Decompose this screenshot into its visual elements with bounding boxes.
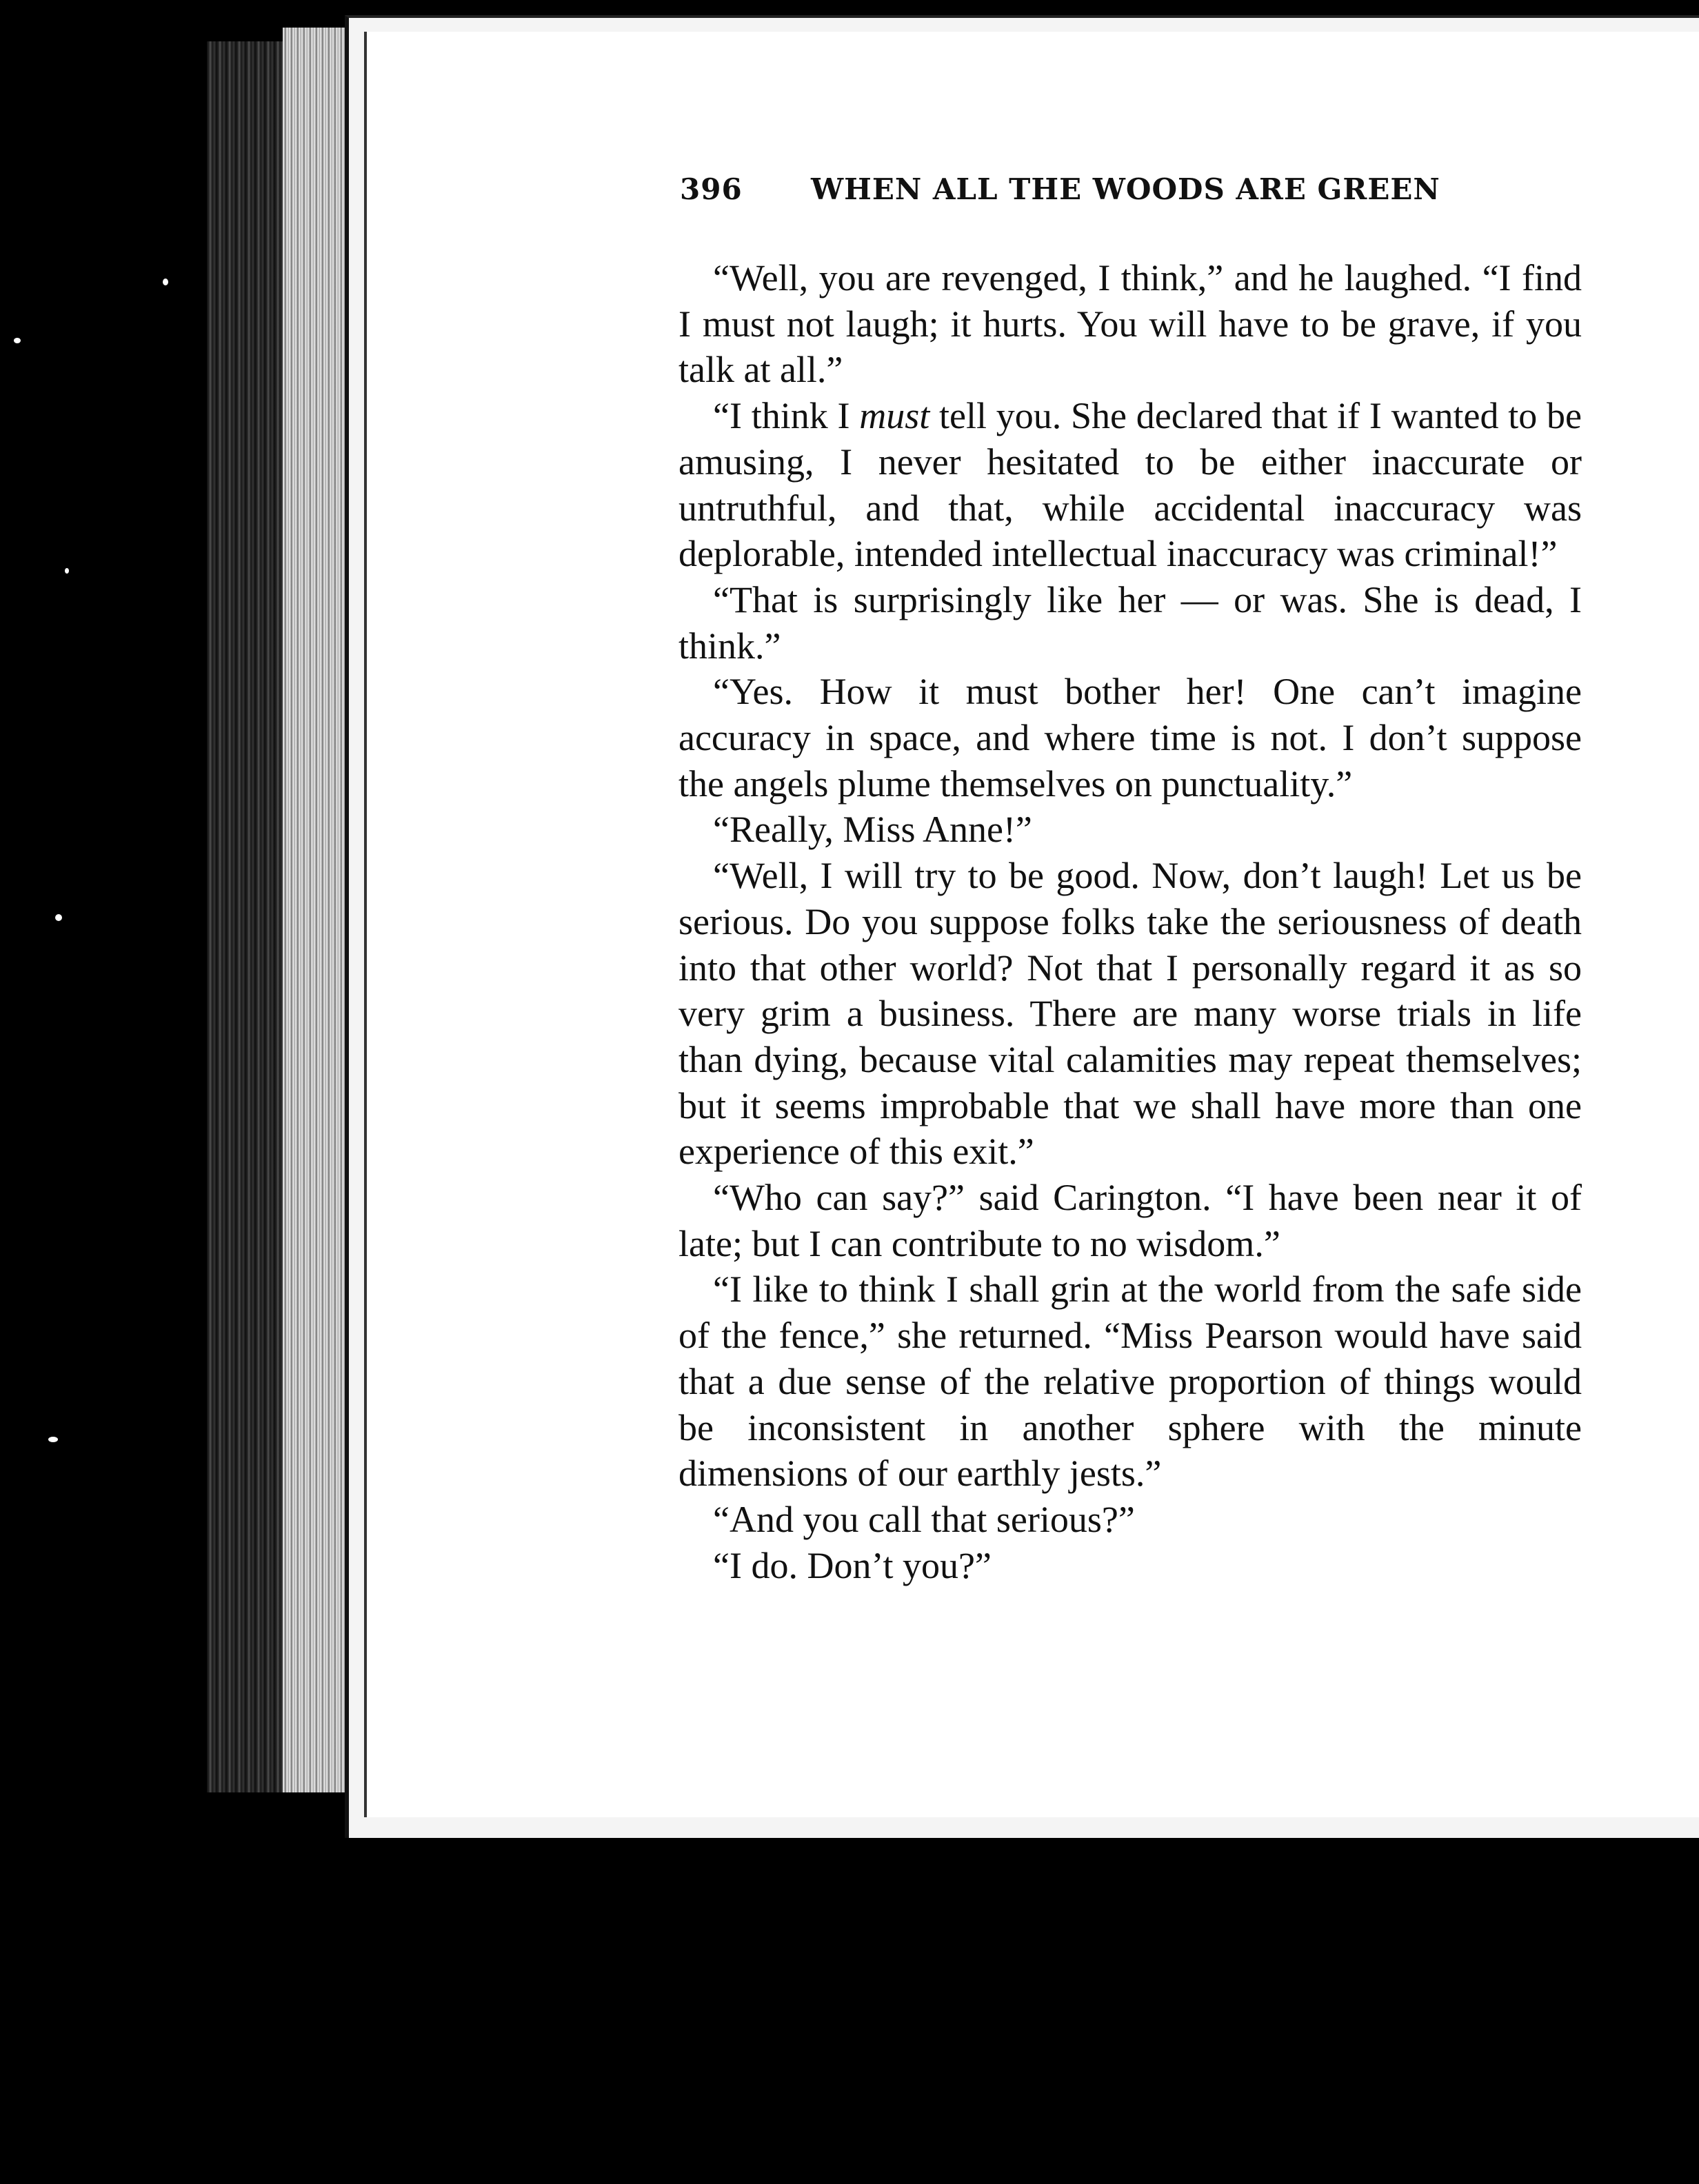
emphasis-text: must (859, 395, 930, 437)
body-text (678, 255, 1582, 1588)
running-title: WHEN ALL THE WOODS ARE GREEN (811, 172, 1440, 206)
paragraph: “Really, Miss Anne!” (713, 809, 1032, 851)
paragraph: “Well, I will try to be good. Now, don’t laugh! Let us be serious. Do you suppose folks take the seriousness of death into that other world? Not that I personally regard it as so very grim a business. There are many worse trials in life than dying, because vital calamities may repeat themselves; but it seems improbable that we shall have more than one experience of this exit.” (678, 855, 1582, 1173)
paragraph: “Who can say?” said Carington. “I have been near it of late; but I can contribute to no wisdom.” (678, 1177, 1582, 1264)
paragraph: “I like to think I shall grin at the world from the safe side of the fence,” she returned. “Miss Pearson would have said that a due sense of the relative proportion of things would be inconsistent in another sphere with the minute dimensions of our earthly jests.” (678, 1268, 1582, 1495)
paragraph: “Well, you are revenged, I think,” and he laughed. “I find I must not laugh; it hurts. You will have to be grave, if you talk at all.” (678, 257, 1582, 391)
paragraph: “I do. Don’t you?” (713, 1544, 992, 1586)
running-header (680, 172, 1459, 221)
page-number: 396 (680, 172, 743, 206)
paragraph: “Yes. How it must bother her! One can’t imagine accuracy in space, and where time is not. I don’t suppose the angels plume themselves on punctuality.” (678, 671, 1582, 805)
paragraph: “And you call that serious?” (713, 1498, 1135, 1540)
paragraph: “That is surprisingly like her — or was. She is dead, I think.” (678, 578, 1582, 667)
paragraph: “I think I must tell you. She declared that if I wanted to be amusing, I never hesitated to be either inaccurate or untruthful, and that, while accidental inaccuracy was deplorable, intended intellectual inaccuracy was criminal!” (678, 395, 1582, 575)
